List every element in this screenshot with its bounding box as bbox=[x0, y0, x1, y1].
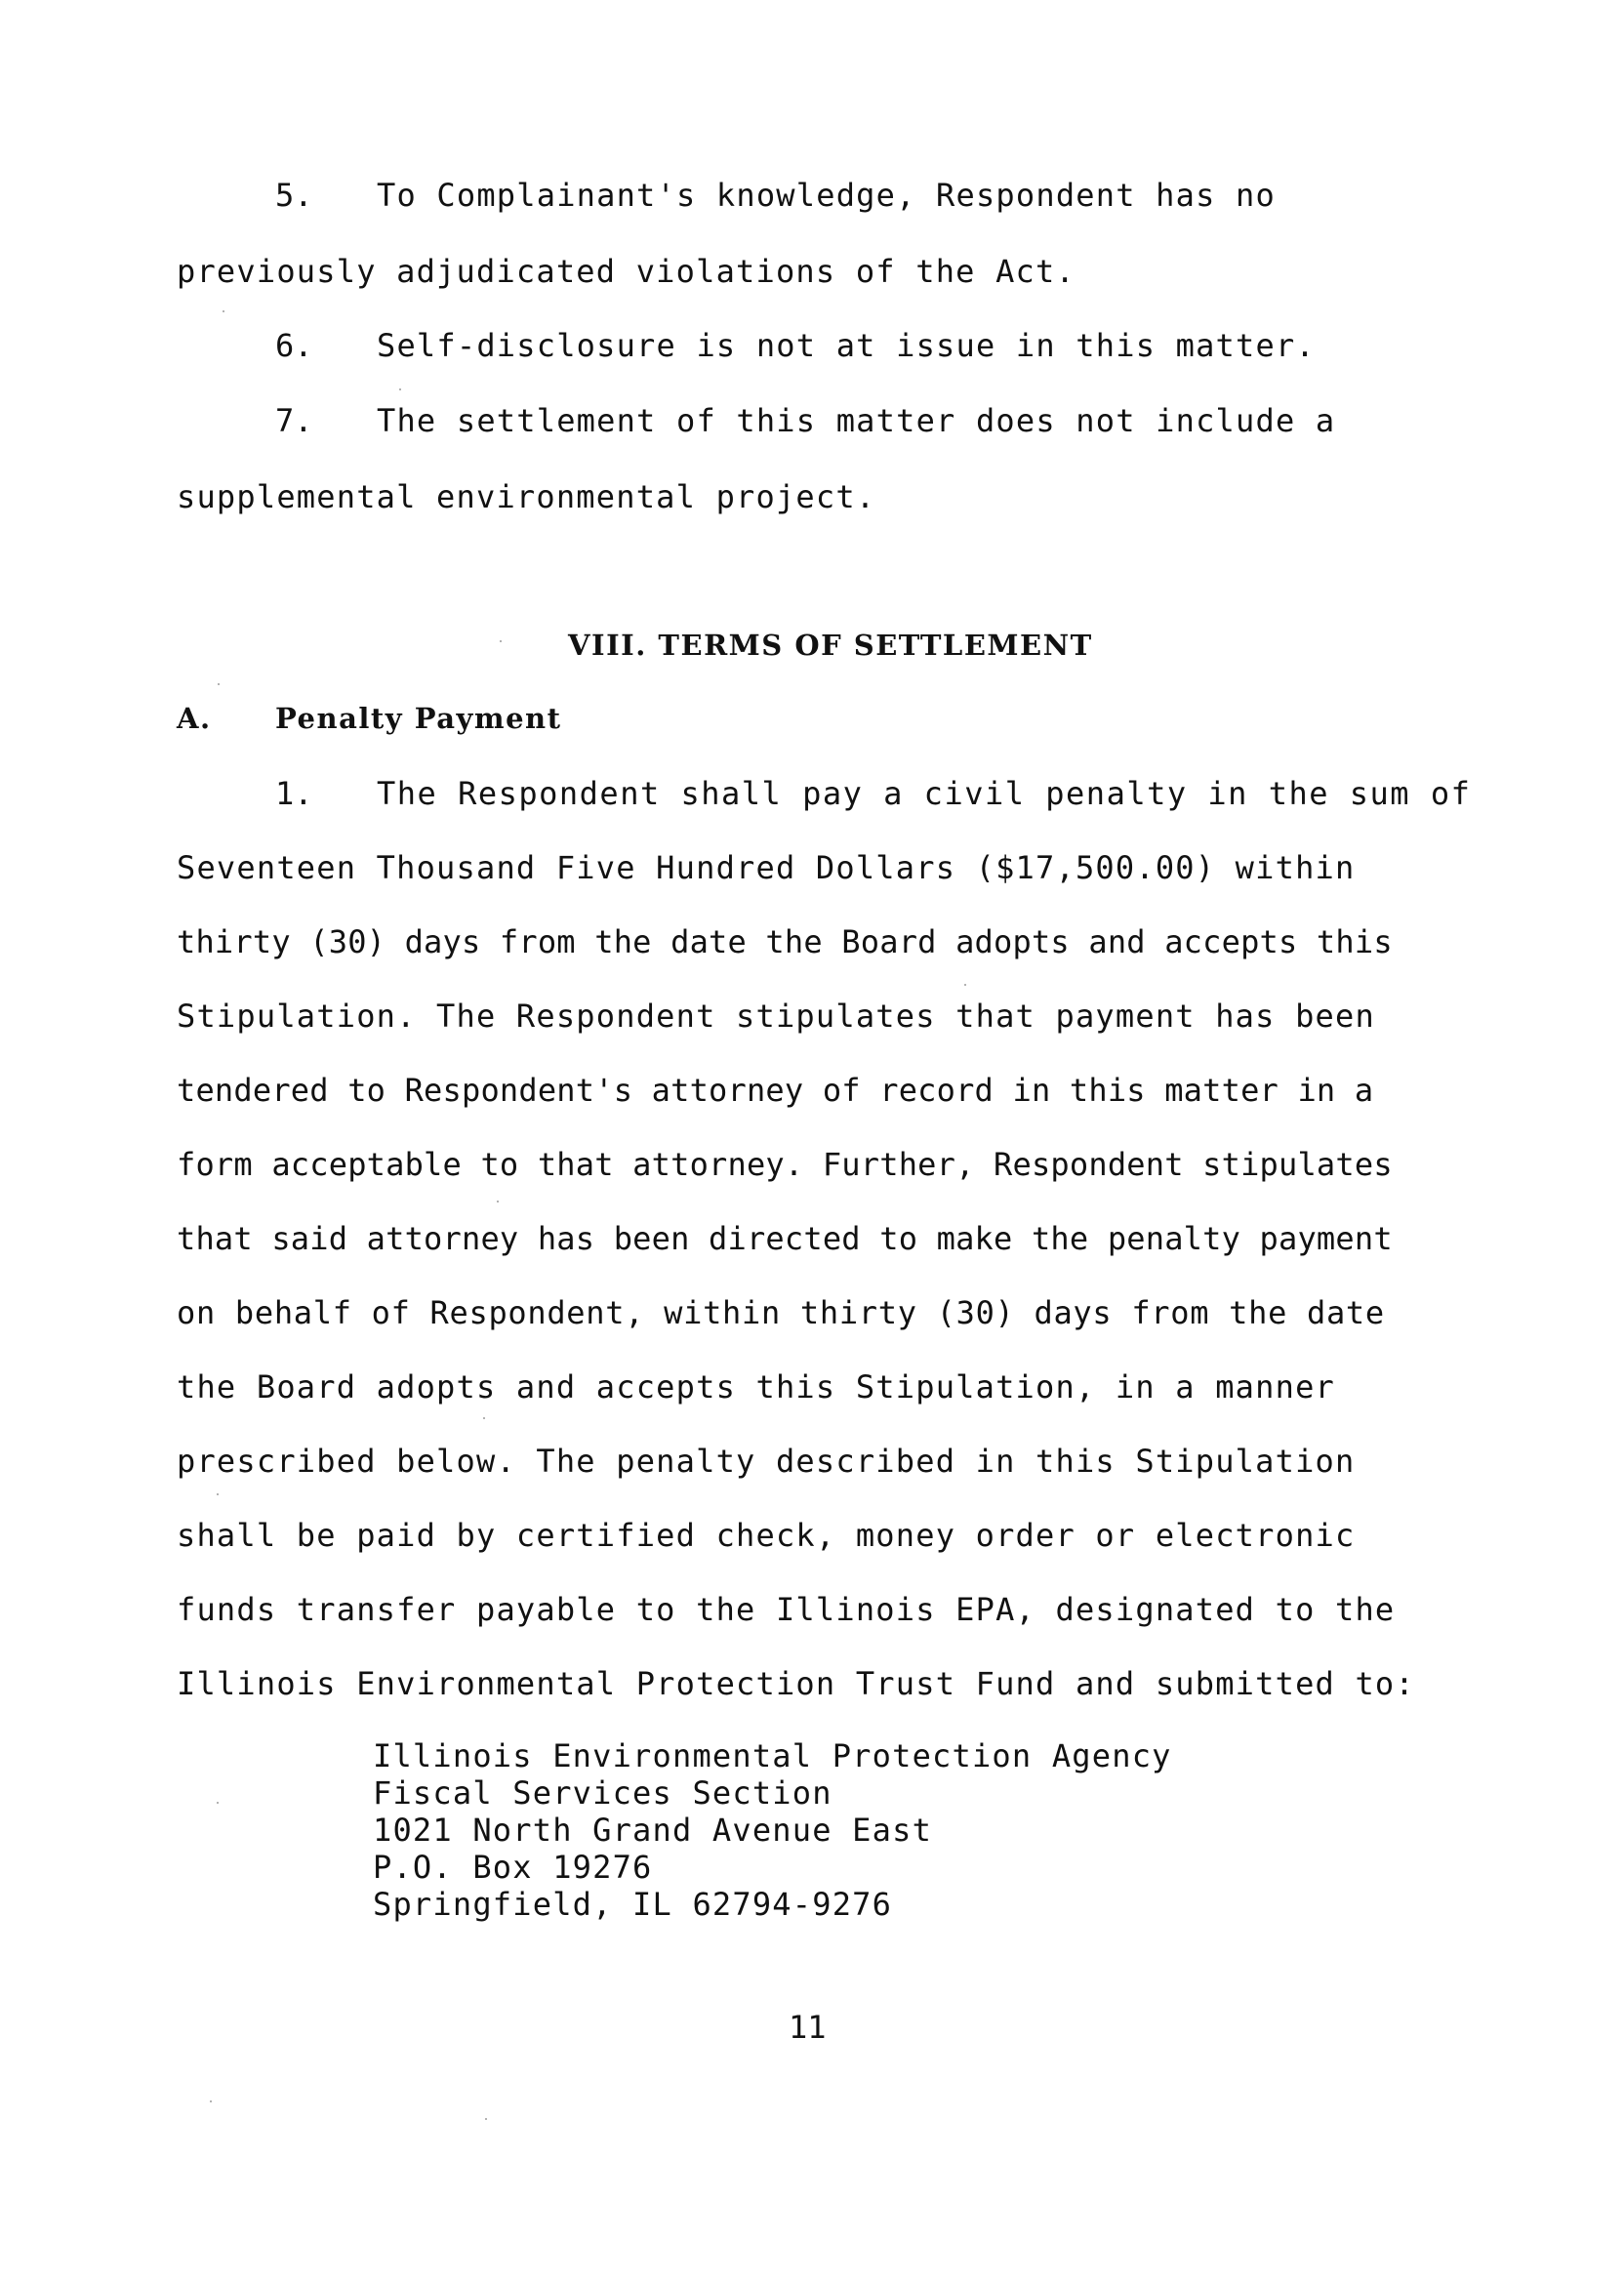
address-line: 1021 North Grand Avenue East bbox=[373, 1812, 933, 1849]
address-line: Illinois Environmental Protection Agency bbox=[373, 1737, 1172, 1774]
item-text-line: To Complainant's knowledge, Respondent has no bbox=[377, 177, 1276, 214]
scan-speck bbox=[483, 1417, 485, 1419]
paragraph-line: Stipulation. The Respondent stipulates that payment has been bbox=[177, 998, 1375, 1035]
scan-speck bbox=[399, 388, 401, 390]
subsection-letter: A. bbox=[177, 702, 212, 735]
page-number: 11 bbox=[789, 2009, 827, 2046]
paragraph-line: tendered to Respondent's attorney of record in this matter in a bbox=[177, 1072, 1374, 1109]
paragraph-number: 1. bbox=[275, 775, 313, 812]
paragraph-line: thirty (30) days from the date the Board adopts and accepts this bbox=[177, 923, 1393, 960]
item-text-line: previously adjudicated violations of the Act. bbox=[177, 253, 1076, 290]
address-line: Fiscal Services Section bbox=[373, 1774, 832, 1812]
item-number: 7. bbox=[275, 402, 313, 439]
item-number: 6. bbox=[275, 327, 313, 364]
scan-speck bbox=[218, 683, 220, 685]
scan-speck bbox=[210, 2100, 212, 2102]
paragraph-line: on behalf of Respondent, within thirty (30) days from the date bbox=[177, 1294, 1385, 1331]
item-text-line: Self-disclosure is not at issue in this matter. bbox=[377, 327, 1316, 364]
paragraph-line: Illinois Environmental Protection Trust Fund and submitted to: bbox=[177, 1665, 1415, 1702]
item-text-line: The settlement of this matter does not include a bbox=[377, 402, 1336, 439]
paragraph-line: form acceptable to that attorney. Further, Respondent stipulates bbox=[177, 1146, 1393, 1183]
scan-speck bbox=[964, 984, 966, 986]
scan-speck bbox=[217, 1493, 219, 1495]
scan-speck bbox=[217, 1802, 219, 1804]
paragraph-line: Seventeen Thousand Five Hundred Dollars ($17,500.00) within bbox=[177, 849, 1356, 886]
address-line: Springfield, IL 62794-9276 bbox=[373, 1886, 893, 1923]
item-number: 5. bbox=[275, 177, 313, 214]
address-line: P.O. Box 19276 bbox=[373, 1849, 653, 1886]
paragraph-line: the Board adopts and accepts this Stipulation, in a manner bbox=[177, 1368, 1336, 1406]
item-text-line: supplemental environmental project. bbox=[177, 478, 876, 515]
scan-speck bbox=[223, 310, 224, 312]
section-heading: VIII. TERMS OF SETTLEMENT bbox=[568, 629, 1093, 662]
scan-speck bbox=[500, 640, 502, 642]
subsection-title: Penalty Payment bbox=[275, 702, 562, 735]
paragraph-line: funds transfer payable to the Illinois EPA, designated to the bbox=[177, 1591, 1396, 1628]
scan-speck bbox=[497, 1201, 499, 1202]
paragraph-line: prescribed below. The penalty described in this Stipulation bbox=[177, 1443, 1356, 1480]
paragraph-line: that said attorney has been directed to make the penalty payment bbox=[177, 1220, 1393, 1257]
scan-speck bbox=[485, 2118, 487, 2120]
paragraph-line: The Respondent shall pay a civil penalty in the sum of bbox=[377, 775, 1472, 812]
paragraph-line: shall be paid by certified check, money order or electronic bbox=[177, 1517, 1356, 1554]
